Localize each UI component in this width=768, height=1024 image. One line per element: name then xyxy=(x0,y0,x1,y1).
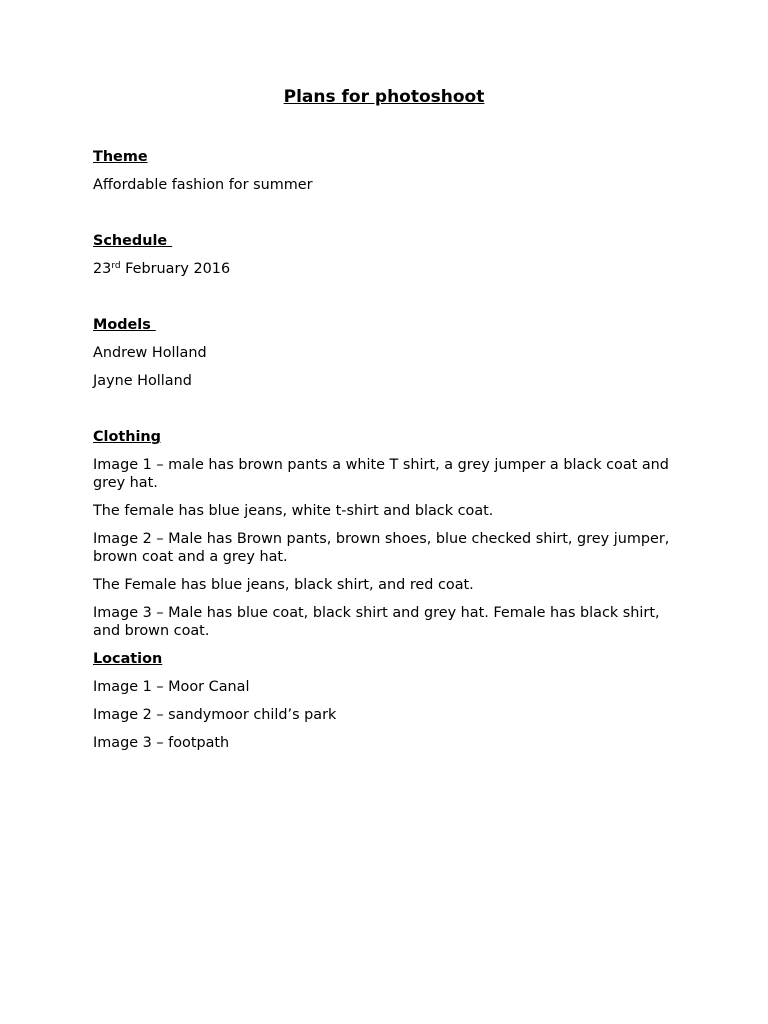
clothing-item: Image 2 – Male has Brown pants, brown shoes, blue checked shirt, grey jumper, brown coat and a grey hat. xyxy=(93,531,670,565)
clothing-item: Image 1 – male has brown pants a white T shirt, a grey jumper a black coat and grey hat. xyxy=(93,457,669,491)
schedule-date-day: 23 xyxy=(93,261,112,277)
location-item: Image 2 – sandymoor child’s park xyxy=(93,707,337,723)
location-item: Image 3 – footpath xyxy=(93,735,230,751)
schedule-date-rest: February 2016 xyxy=(120,261,231,277)
document-body xyxy=(93,148,673,752)
model-item: Andrew Holland xyxy=(93,345,207,361)
models-heading: Models xyxy=(93,317,156,333)
theme-heading: Theme xyxy=(93,149,148,165)
clothing-item: The Female has blue jeans, black shirt, and red coat. xyxy=(93,577,474,593)
clothing-item: Image 3 – Male has blue coat, black shirt and grey hat. Female has black shirt, and brown coat. xyxy=(93,605,660,639)
schedule-date-suffix: rd xyxy=(111,261,121,271)
schedule-heading: Schedule xyxy=(93,233,173,249)
theme-text: Affordable fashion for summer xyxy=(93,177,313,193)
schedule-date xyxy=(93,260,673,278)
location-item: Image 1 – Moor Canal xyxy=(93,679,250,695)
model-item: Jayne Holland xyxy=(93,373,192,389)
clothing-heading: Clothing xyxy=(93,429,161,445)
clothing-item: The female has blue jeans, white t-shirt and black coat. xyxy=(93,503,494,519)
document-title: Plans for photoshoot xyxy=(283,87,485,107)
location-heading: Location xyxy=(93,651,163,667)
